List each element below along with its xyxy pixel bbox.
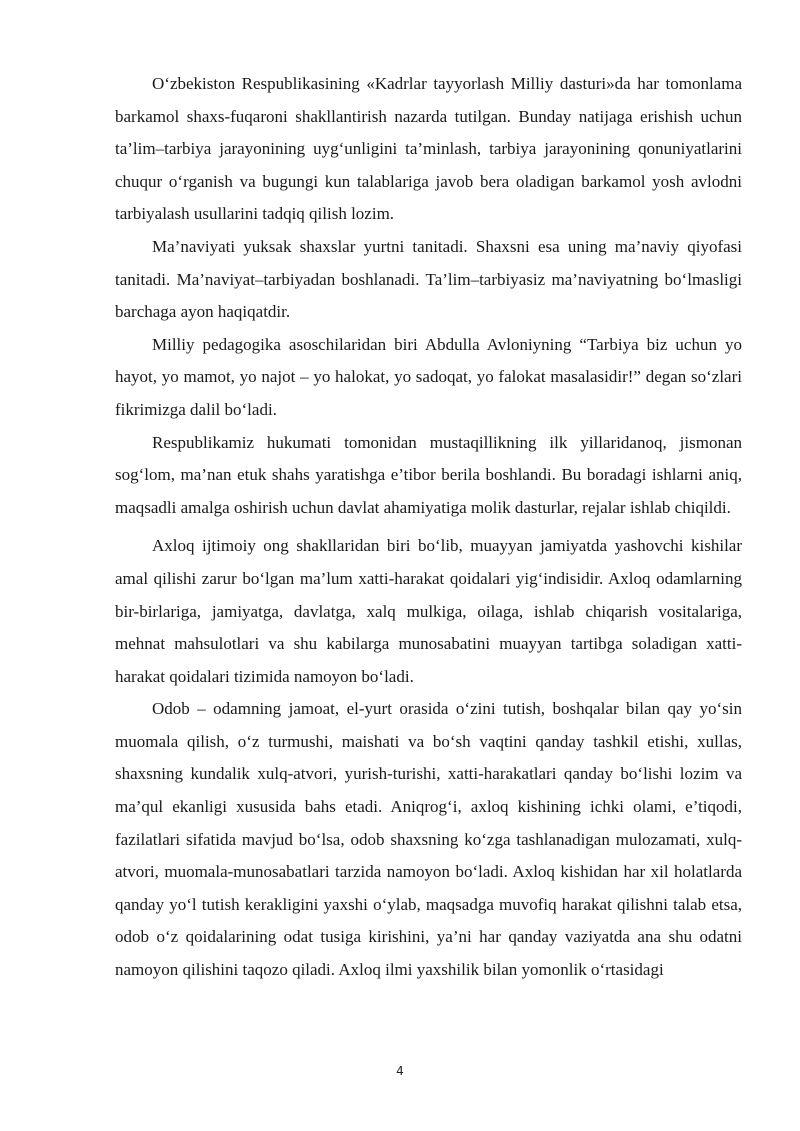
page-number: 4 bbox=[396, 1064, 404, 1078]
paragraph-5: Axloq ijtimoiy ong shakllaridan biri bo‘lib, muayyan jamiyatda yashovchi kishilar amal qilishi zarur bo‘lgan ma’lum xatti-harakat qoidalari yig‘indisidir. Axloq odamlarning bir-birlariga, jamiyatga, davlatga, xalq mulkiga, oilaga, ishlab chiqarish vositalariga, mehnat mahsulotlari va shu kabilarga munosabatini muayyan tartibga soladigan xatti-harakat qoidalari tizimida namoyon bo‘ladi. bbox=[115, 536, 742, 686]
paragraph-1: O‘zbekiston Respublikasining «Kadrlar tayyorlash Milliy dasturi»da har tomonlama barkamol shaxs-fuqaroni shakllantirish nazarda tutilgan. Bunday natijaga erishish uchun ta’lim–tarbiya jarayonining uyg‘unligini ta’minlash, tarbiya jarayonining qonuniyatlarini chuqur o‘rganish va bugungi kun talablariga javob bera oladigan barkamol yosh avlodni tarbiyalash usullarini tadqiq qilish lozim. bbox=[115, 74, 742, 224]
paragraph-3: Milliy pedagogika asoschilaridan biri Abdulla Avloniyning “Tarbiya biz uchun yo hayot, yo mamot, yo najot – yo halokat, yo sadoqat, yo falokat masalasidir!” degan so‘zlari fikrimizga dalil bo‘ladi. bbox=[115, 334, 742, 419]
paragraph-6: Odob – odamning jamoat, el-yurt orasida o‘zini tutish, boshqalar bilan qay yo‘sin muomala qilish, o‘z turmushi, maishati va bo‘sh vaqtini qanday tashkil etishi, xullas, shaxsning kundalik xulq-atvori, yurish-turishi, xatti-harakatlari qanday bo‘lishi lozim va ma’qul ekanligi xususida bahs etadi. Aniqrog‘i, axloq kishining ichki olami, e’tiqodi, fazilatlari sifatida mavjud bo‘lsa, odob shaxsning ko‘zga tashlanadigan mulozamati, xulq-atvori, muomala-munosabatlari tarzida namoyon bo‘ladi. Axloq kishidan har xil holatlarda qanday yo‘l tutish kerakligini yaxshi o‘ylab, maqsadga muvofiq harakat qilishni talab etsa, odob o‘z qoidalarining odat tusiga kirishini, ya’ni har qanday vaziyatda ana shu odatni namoyon qilishini taqozo qiladi. Axloq ilmi yaxshilik bilan yomonlik o‘rtasidagi bbox=[115, 699, 742, 980]
paragraph-4: Respublikamiz hukumati tomonidan mustaqillikning ilk yillaridanoq, jismonan sog‘lom, ma’nan etuk shahs yaratishga e’tibor berila boshlandi. Bu boradagi ishlarni aniq, maqsadli amalga oshirish uchun davlat ahamiyatiga molik dasturlar, rejalar ishlab chiqildi. bbox=[115, 432, 742, 517]
paragraph-2: Ma’naviyati yuksak shaxslar yurtni tanitadi. Shaxsni esa uning ma’naviy qiyofasi tanitadi. Ma’naviyat–tarbiyadan boshlanadi. Ta’lim–tarbiyasiz ma’naviyatning bo‘lmasligi barchaga ayon haqiqatdir. bbox=[115, 236, 742, 322]
document-body bbox=[115, 68, 742, 987]
